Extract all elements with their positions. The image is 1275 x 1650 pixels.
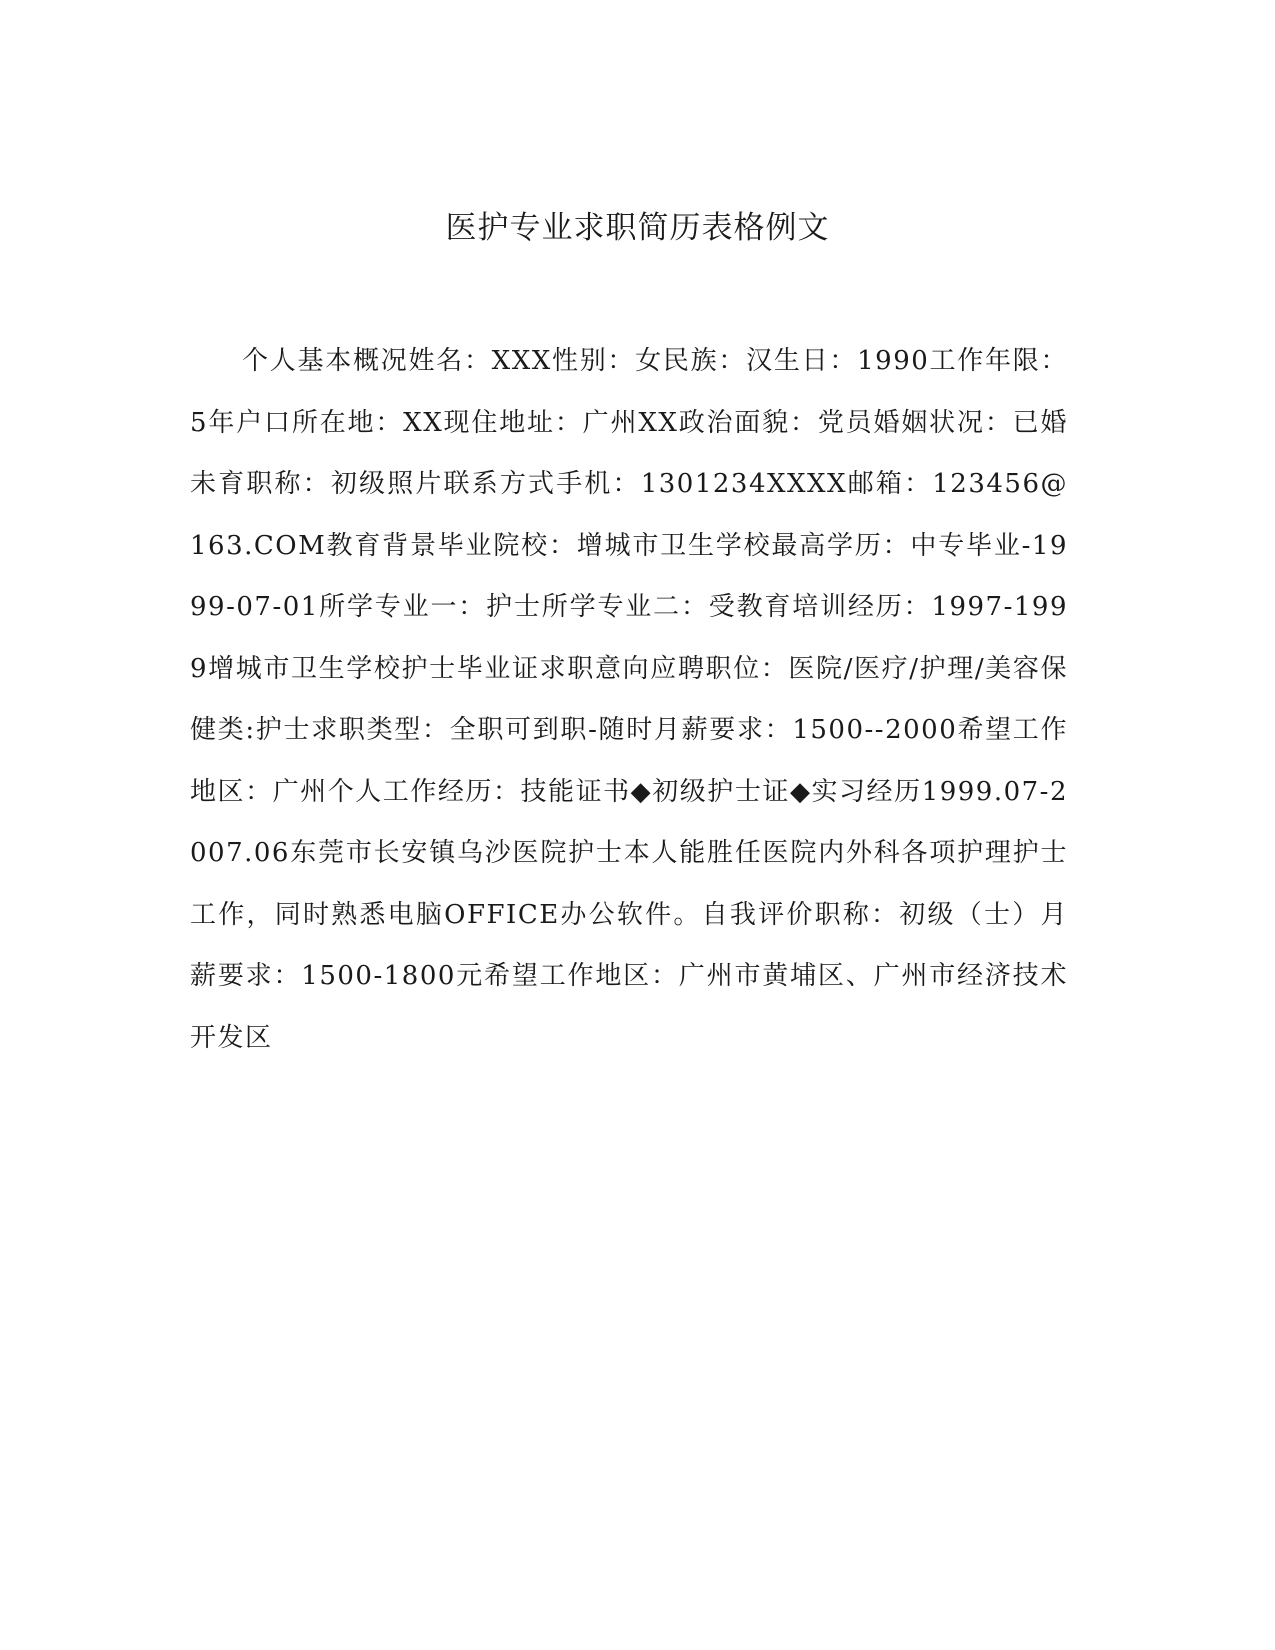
document-title: 医护专业求职简历表格例文 — [445, 210, 830, 246]
document-body-paragraph: 个人基本概况姓名：XXX性别：女民族：汉生日：1990工作年限：5年户口所在地：XX现住地址：广州XX政治面貌：党员婚姻状况：已婚未育职称：初级照片联系方式手机：1301234XXXX邮箱：123456@163.COM教育背景毕业院校：增城市卫生学校最高学历：中专毕业-1999-07-01所学专业一：护士所学专业二：受教育培训经历：1997-1999增城市卫生学校护士毕业证求职意向应聘职位：医院/医疗/护理/美容保健类:护士求职类型：全职可到职-随时月薪要求：1500--2000希望工作地区：广州个人工作经历：技能证书◆初级护士证◆实习经历1999.07-2007.06东莞市长安镇乌沙医院护士本人能胜任医院内外科各项护理护士工作，同时熟悉电脑OFFICE办公软件。自我评价职称：初级（士）月薪要求：1500-1800元希望工作地区：广州市黄埔区、广州市经济技术开发区 — [190, 346, 1068, 1053]
